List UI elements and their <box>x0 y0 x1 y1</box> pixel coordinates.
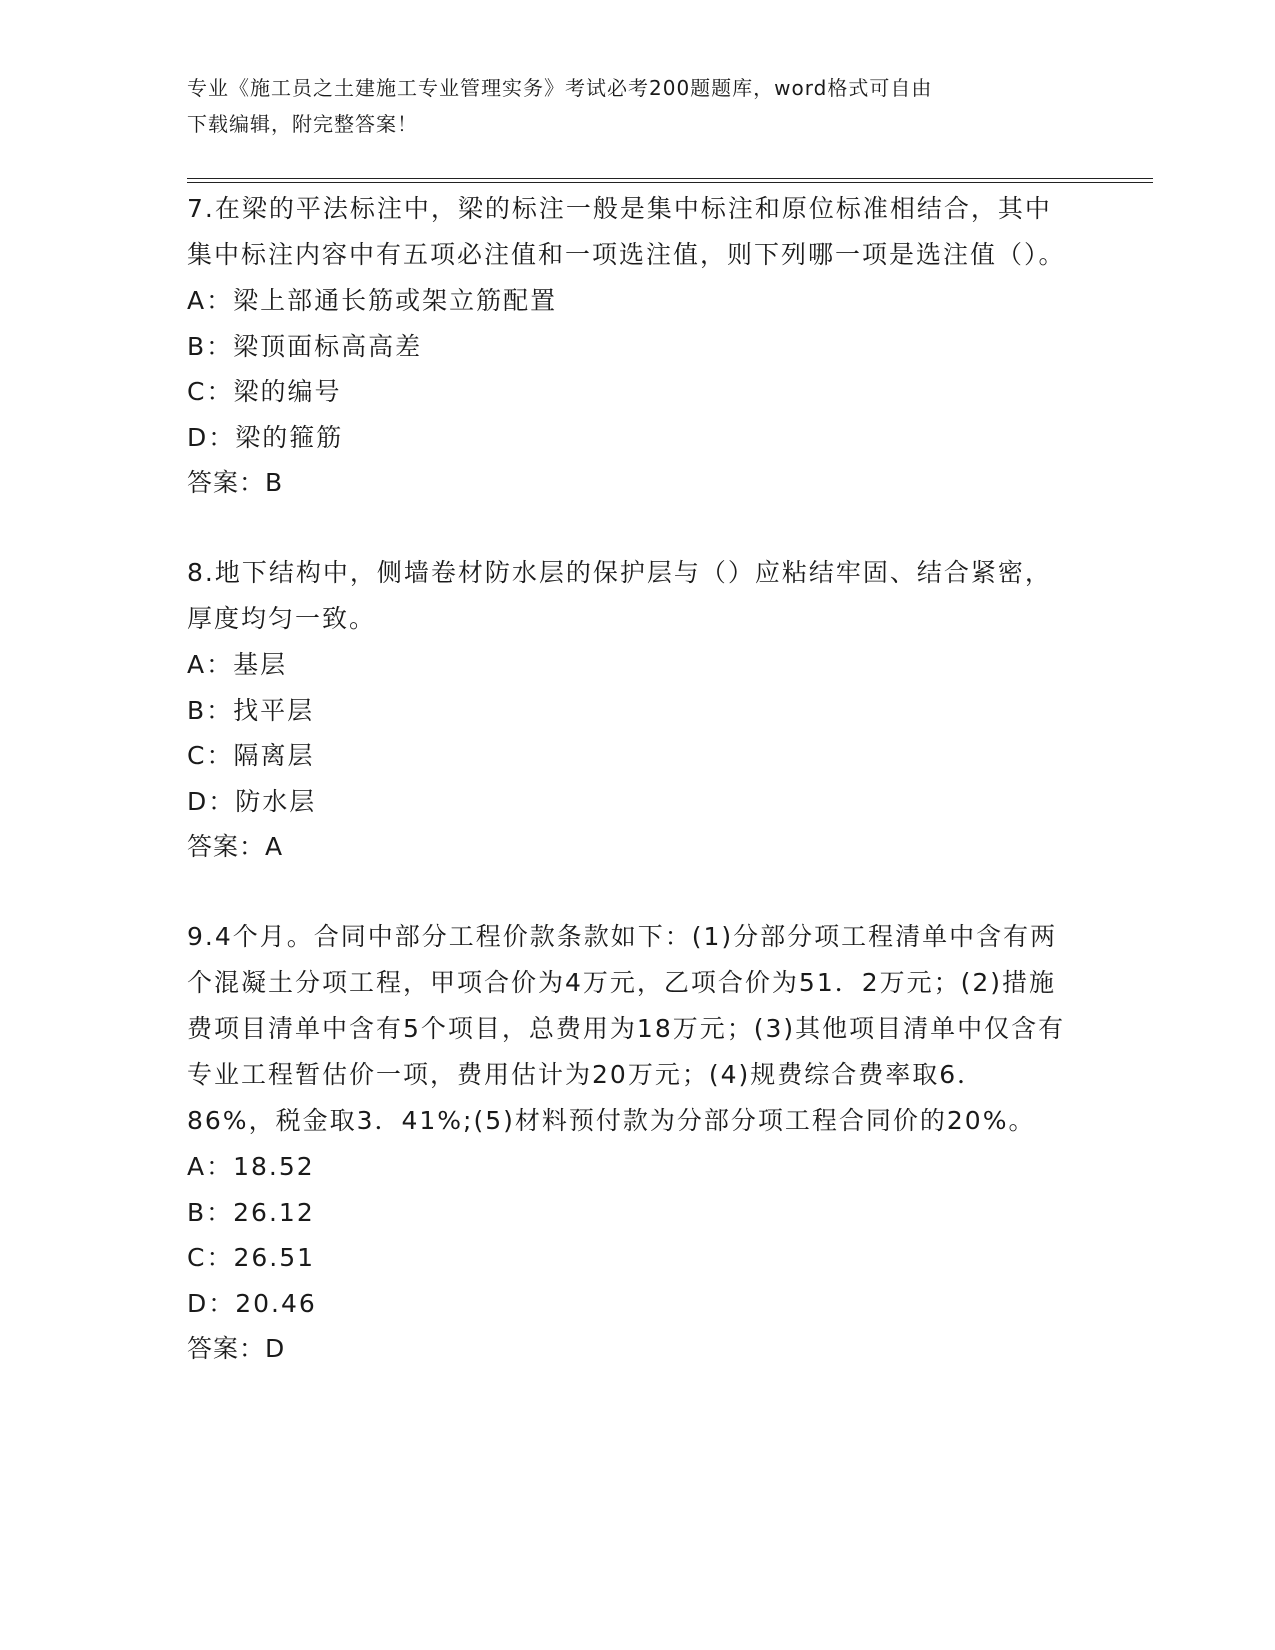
question-stem: 7.在梁的平法标注中，梁的标注一般是集中标注和原位标准相结合，其中集中标注内容中有五项必注值和一项选注值，则下列哪一项是选注值（）。 <box>187 194 1066 269</box>
header-divider <box>187 178 1153 183</box>
answer-label: 答案：A <box>187 832 284 861</box>
option-d: D：防水层 <box>187 786 317 816</box>
question-stem: 8.地下结构中，侧墙卷材防水层的保护层与（）应粘结牢固、结合紧密，厚度均匀一致。 <box>187 558 1052 633</box>
header-text <box>187 70 1067 142</box>
header-line-1: 专业《施工员之土建施工专业管理实务》考试必考200题题库，word格式可自由 <box>187 76 933 100</box>
question-8 <box>187 550 1067 870</box>
question-stem: 9.4个月。合同中部分工程价款条款如下：(1)分部分项工程清单中含有两个混凝土分项工程，甲项合价为4万元，乙项合价为51．2万元；(2)措施费项目清单中含有5个项目，总费用为18万元；(3)其他项目清单中仅含有专业工程暂估价一项，费用估计为20万元；(4)规费综合费率取6．86%，税金取3．41%;(5)材料预付款为分部分项工程合同价的20%。 <box>187 922 1066 1135</box>
header-line-2: 下载编辑，附完整答案！ <box>187 112 418 136</box>
answer-label: 答案：D <box>187 1334 286 1363</box>
option-d: D：20.46 <box>187 1288 317 1318</box>
answer-label: 答案：B <box>187 468 284 497</box>
option-a: A：梁上部通长筋或架立筋配置 <box>187 286 558 315</box>
option-a: A：18.52 <box>187 1152 315 1181</box>
option-b: B：梁顶面标高高差 <box>187 331 423 361</box>
option-c: C：隔离层 <box>187 741 315 770</box>
divider-line-bottom <box>187 182 1153 183</box>
option-b: B：26.12 <box>187 1197 315 1227</box>
question-list <box>187 186 1067 1416</box>
divider-line-top <box>187 178 1153 179</box>
option-c: C：梁的编号 <box>187 377 342 406</box>
question-9 <box>187 914 1067 1372</box>
option-d: D：梁的箍筋 <box>187 422 344 452</box>
document-header <box>187 70 1087 142</box>
question-7 <box>187 186 1067 506</box>
option-c: C：26.51 <box>187 1243 316 1272</box>
option-a: A：基层 <box>187 650 288 679</box>
option-b: B：找平层 <box>187 695 315 725</box>
